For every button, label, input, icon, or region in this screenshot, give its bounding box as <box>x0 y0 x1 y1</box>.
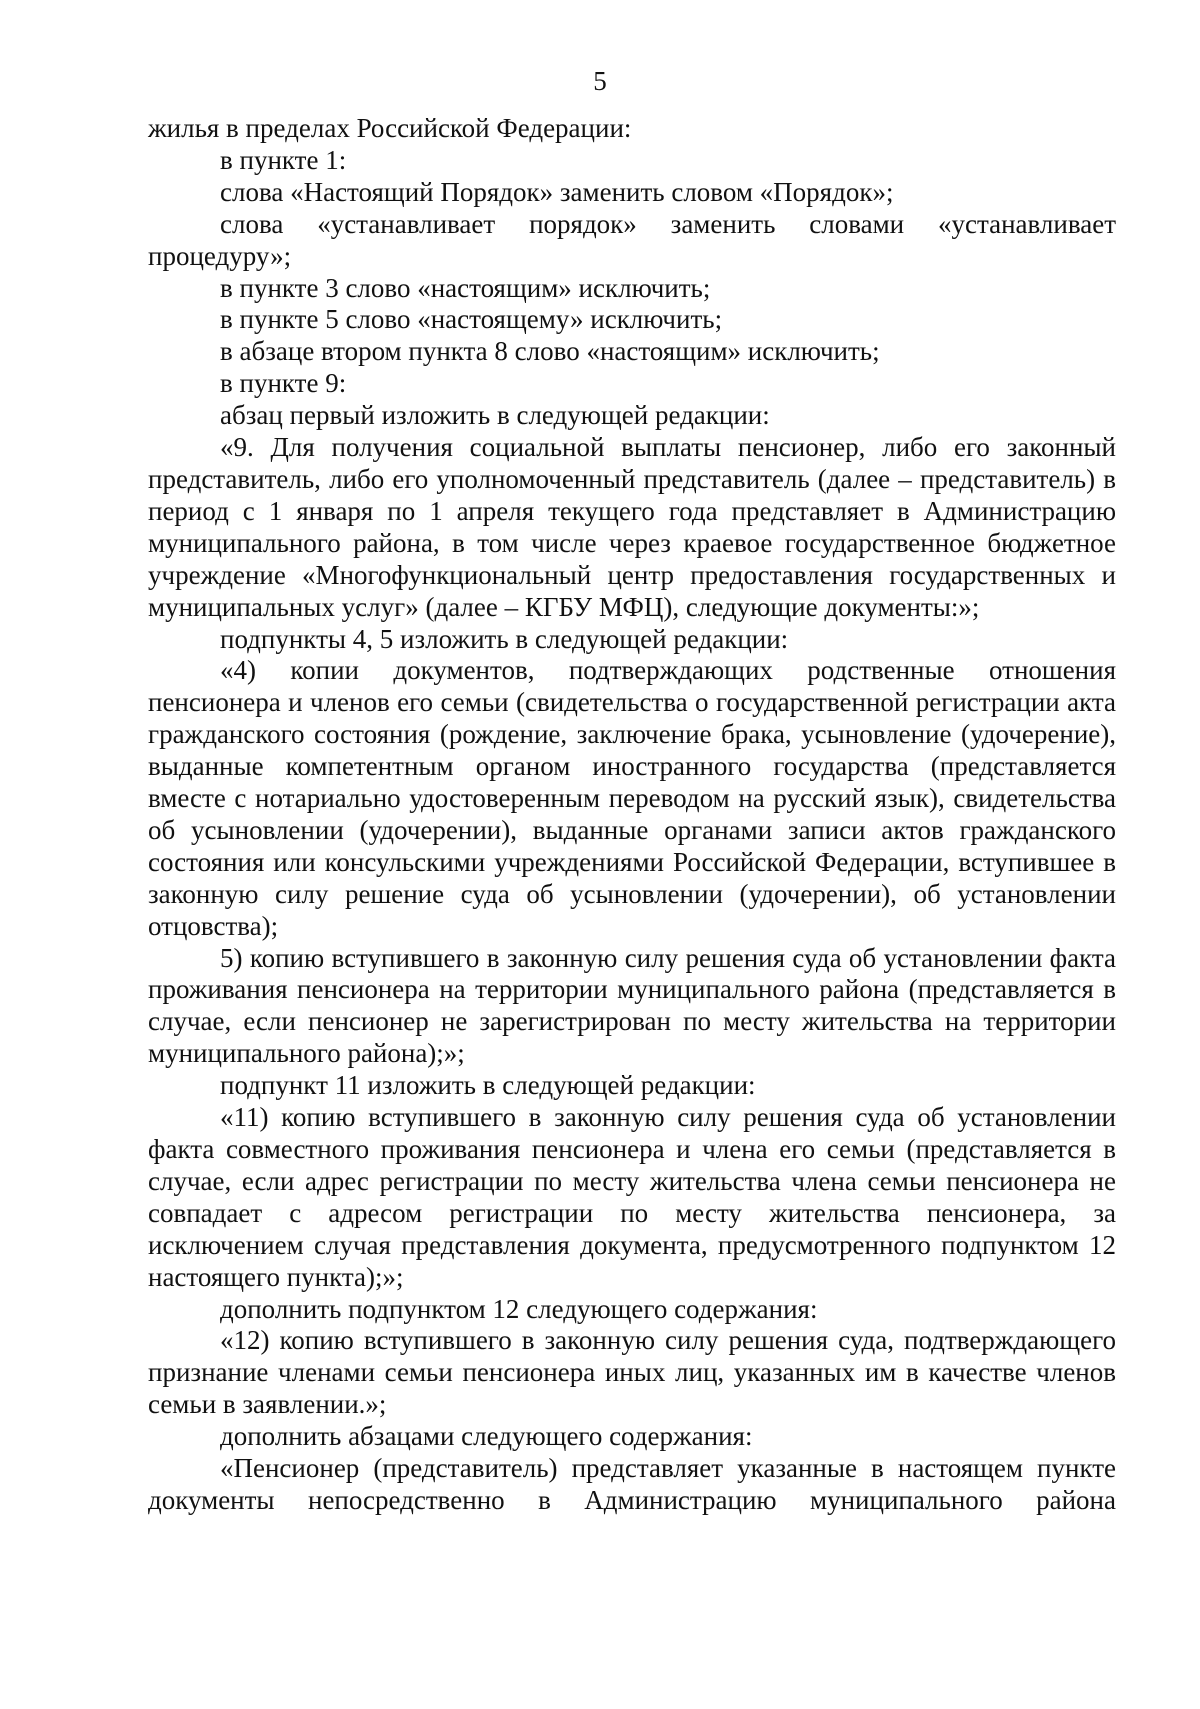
paragraph-3: слова «Настоящий Порядок» заменить словом «Порядок»; <box>220 176 894 207</box>
paragraph-5: в пункте 3 слово «настоящим» исключить; <box>220 272 711 303</box>
paragraph-17: «12) копию вступившего в законную силу решения суда, подтверждающего признание членами семьи пенсионера иных лиц, указанных им в качестве членов семьи в заявлении.»; <box>148 1325 1116 1420</box>
paragraph-6: в пункте 5 слово «настоящему» исключить; <box>220 304 723 335</box>
page-number: 5 <box>593 66 607 96</box>
paragraph-8: в пункте 9: <box>220 368 347 399</box>
paragraph-14: подпункт 11 изложить в следующей редакции: <box>220 1070 756 1101</box>
paragraph-13: 5) копию вступившего в законную силу решения суда об установлении факта проживания пенсионера на территории муниципального района (представляется в случае, если пенсионер не зарегистрирован по месту жительства на территории муниципального района);»; <box>148 942 1116 1069</box>
paragraph-9: абзац первый изложить в следующей редакции: <box>220 400 770 431</box>
paragraph-12: «4) копии документов, подтверждающих родственные отношения пенсионера и членов его семьи (свидетельства о государственной регистрации акта гражданского состояния (рождение, заключение брака, усыновление (удочерение), выданные компетентным органом иностранного государства (представляется вместе с нотариально удостоверенным переводом на русский язык), свидетельства об усыновлении (удочерении), выданные органами записи актов гражданского состояния или консульскими учреждениями Российской Федерации, вступившее в законную силу решение суда об усыновлении (удочерении), об установлении отцовства); <box>148 655 1116 941</box>
document-body <box>148 113 1116 1517</box>
paragraph-16: дополнить подпунктом 12 следующего содержания: <box>220 1293 818 1324</box>
paragraph-2: в пункте 1: <box>220 144 347 175</box>
paragraph-4: слова «устанавливает порядок» заменить словами «устанавливает процедуру»; <box>148 208 1116 271</box>
paragraph-19: «Пенсионер (представитель) представляет указанные в настоящем пункте документы непосредственно в Администрацию муниципального района <box>148 1453 1116 1515</box>
paragraph-11: подпункты 4, 5 изложить в следующей редакции: <box>220 623 789 654</box>
paragraph-10: «9. Для получения социальной выплаты пенсионер, либо его законный представитель, либо его уполномоченный представитель (далее – представитель) в период с 1 января по 1 апреля текущего года представляет в Администрацию муниципального района, в том числе через краевое государственное бюджетное учреждение «Многофункциональный центр предоставления государственных и муниципальных услуг» (далее – КГБУ МФЦ), следующие документы:»; <box>148 432 1116 622</box>
paragraph-7: в абзаце втором пункта 8 слово «настоящим» исключить; <box>220 336 880 367</box>
paragraph-18: дополнить абзацами следующего содержания: <box>220 1421 753 1452</box>
paragraph-15: «11) копию вступившего в законную силу решения суда об установлении факта совместного проживания пенсионера и члена его семьи (представляется в случае, если адрес регистрации по месту жительства члена семьи пенсионера не совпадает с адресом регистрации по месту жительства пенсионера, за исключением случая представления документа, предусмотренного подпунктом 12 настоящего пункта);»; <box>148 1102 1116 1292</box>
paragraph-1: жилья в пределах Российской Федерации: <box>148 113 632 143</box>
